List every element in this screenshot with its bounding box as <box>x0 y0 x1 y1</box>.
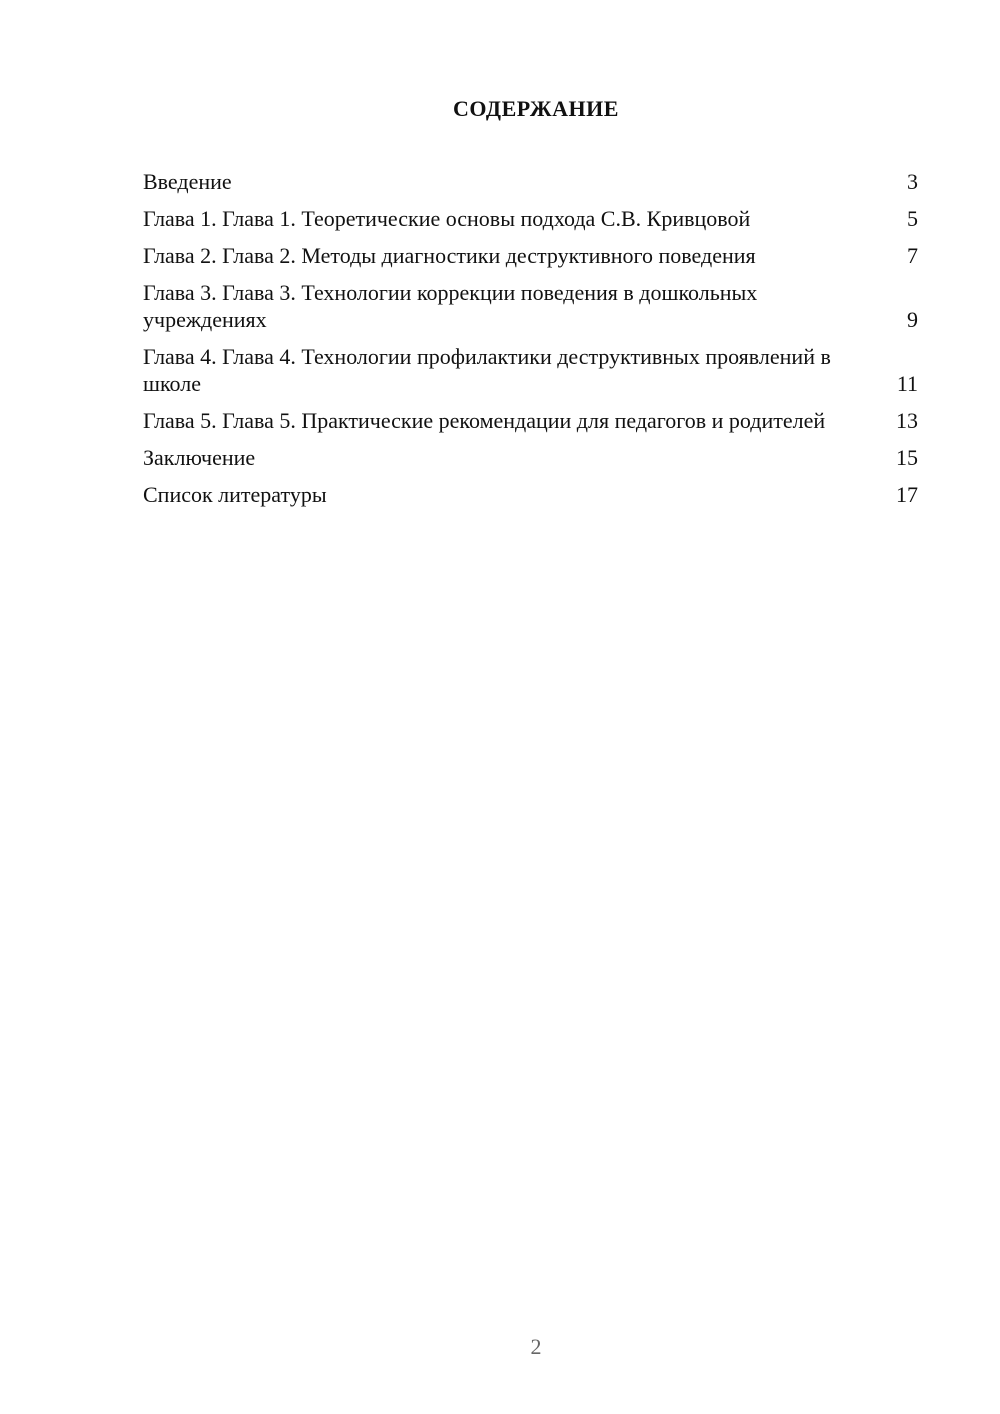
toc-entry-chapter-1 <box>143 205 918 232</box>
toc-entry-page: 5 <box>907 206 918 231</box>
toc-entry-text: Введение <box>143 169 232 194</box>
toc-entry-text: Глава 2. Глава 2. Методы диагностики деструктивного поведения <box>143 243 756 268</box>
toc-entry-chapter-5 <box>143 407 918 434</box>
toc-entry-page: 15 <box>896 445 918 470</box>
table-of-contents <box>143 168 918 518</box>
toc-entry-text: Глава 5. Глава 5. Практические рекомендации для педагогов и родителей <box>143 408 826 433</box>
toc-entry-introduction <box>143 168 918 195</box>
toc-entry-page: 9 <box>907 307 918 332</box>
toc-entry-references <box>143 481 918 508</box>
toc-entry-chapter-3 <box>143 279 918 333</box>
toc-entry-page: 7 <box>907 243 918 268</box>
toc-entry-page: 11 <box>896 371 918 396</box>
toc-entry-text: Заключение <box>143 445 256 470</box>
toc-entry-page: 13 <box>896 408 918 433</box>
toc-entry-conclusion <box>143 444 918 471</box>
toc-entry-chapter-4 <box>143 343 918 397</box>
toc-entry-text: Глава 3. Глава 3. Технологии коррекции поведения в дошкольных учреждениях <box>143 280 758 332</box>
page-title: СОДЕРЖАНИЕ <box>453 96 619 121</box>
toc-entry-page: 17 <box>896 482 918 507</box>
toc-entry-text: Список литературы <box>143 482 327 507</box>
footer-page-number: 2 <box>530 1334 542 1359</box>
toc-entry-text: Глава 4. Глава 4. Технологии профилактики деструктивных проявлений в школе <box>143 344 831 396</box>
toc-entry-page: 3 <box>907 169 918 194</box>
toc-entry-chapter-2 <box>143 242 918 269</box>
toc-entry-text: Глава 1. Глава 1. Теоретические основы подхода С.В. Кривцовой <box>143 206 751 231</box>
